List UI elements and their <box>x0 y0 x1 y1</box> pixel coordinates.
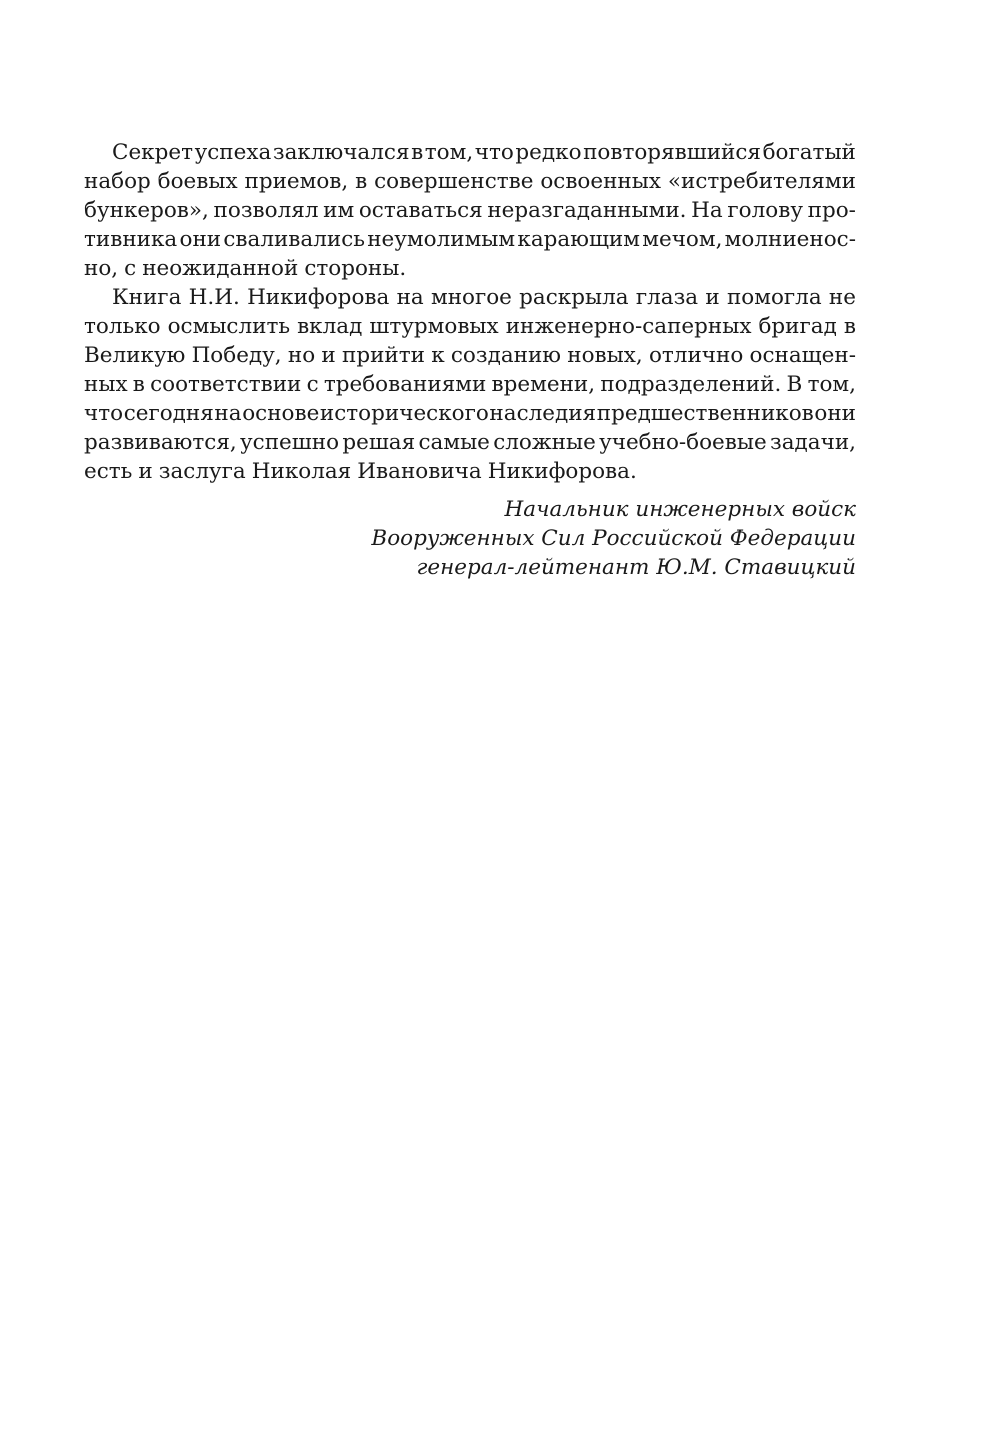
word: самые <box>418 430 490 455</box>
signature-block <box>84 495 856 582</box>
word: ных <box>84 372 128 397</box>
word: повторявшийся <box>583 140 761 165</box>
signature-rank-name: генерал-лейтенант Ю.М. Ставицкий <box>416 555 856 580</box>
word: и <box>705 285 720 310</box>
word: набор <box>84 169 151 194</box>
word: На <box>691 198 723 223</box>
word: вклад <box>297 314 363 339</box>
word: Николая <box>251 459 352 484</box>
word: подразделений. <box>600 372 782 397</box>
word: В <box>786 372 803 397</box>
word: Книга <box>112 285 182 310</box>
word: что <box>474 140 514 165</box>
word: молниенос- <box>724 227 856 252</box>
word: в <box>843 314 856 339</box>
word: успешно <box>240 430 340 455</box>
word: том, <box>807 372 856 397</box>
word: редко <box>515 140 582 165</box>
word: и <box>321 343 336 368</box>
word: им <box>323 198 355 223</box>
signature-position: Начальник инженерных войск <box>504 497 856 522</box>
word: неразгаданными. <box>487 198 687 223</box>
word: развиваются, <box>84 430 237 455</box>
word: Секрет <box>112 140 193 165</box>
word: оснащен- <box>749 343 856 368</box>
word: мечом, <box>642 227 723 252</box>
signature-organization: Вооруженных Сил Российской Федерации <box>371 526 856 551</box>
word: штурмовых <box>369 314 499 339</box>
word: «истребителями <box>667 169 856 194</box>
word: Н.И. <box>188 285 240 310</box>
word: помогла <box>726 285 822 310</box>
word: про- <box>807 198 856 223</box>
word: учебно-боевые <box>599 430 767 455</box>
word: Победу, <box>191 343 282 368</box>
word: в <box>355 169 368 194</box>
paragraph-line <box>84 283 856 312</box>
word: в <box>132 372 145 397</box>
word: задачи, <box>770 430 856 455</box>
word: на <box>396 285 424 310</box>
word: основе <box>242 401 320 426</box>
word: соответствии <box>150 372 302 397</box>
paragraph-line <box>84 312 856 341</box>
word: бункеров», <box>84 198 209 223</box>
word: с <box>124 256 137 281</box>
word: глаза <box>635 285 699 310</box>
word: приемов, <box>244 169 349 194</box>
word: успеха <box>194 140 272 165</box>
word: они <box>179 227 222 252</box>
word: Никифорова <box>247 285 390 310</box>
paragraph-line <box>84 399 856 428</box>
body-text <box>84 138 856 486</box>
word: богатый <box>762 140 856 165</box>
word: времени, <box>491 372 596 397</box>
paragraph-line <box>84 167 856 196</box>
word: но <box>287 343 316 368</box>
word: заслуга <box>158 459 246 484</box>
word: неумолимым <box>367 227 516 252</box>
word: требованиями <box>323 372 487 397</box>
paragraph-1 <box>84 138 856 283</box>
word: они <box>814 401 856 426</box>
word: только <box>84 314 161 339</box>
word: позволял <box>213 198 319 223</box>
word: осмыслить <box>167 314 291 339</box>
word: том, <box>424 140 474 165</box>
word: совершенстве <box>374 169 534 194</box>
paragraph-line <box>84 196 856 225</box>
word: Никифорова. <box>487 459 637 484</box>
word: прийти <box>341 343 425 368</box>
word: Великую <box>84 343 186 368</box>
word: созданию <box>450 343 562 368</box>
word: неожиданной <box>142 256 299 281</box>
paragraph-line <box>84 370 856 399</box>
word: голову <box>727 198 803 223</box>
word: оставаться <box>358 198 483 223</box>
word: стороны. <box>304 256 407 281</box>
word: есть <box>84 459 133 484</box>
word: что <box>84 401 124 426</box>
word: сваливались <box>223 227 365 252</box>
word: тивника <box>84 227 178 252</box>
word: к <box>431 343 445 368</box>
paragraph-line <box>84 138 856 167</box>
word: сложные <box>493 430 596 455</box>
paragraph-line <box>84 457 856 486</box>
word: инженерно-саперных <box>505 314 752 339</box>
word: отлично <box>648 343 744 368</box>
word: исторического <box>319 401 489 426</box>
word: с <box>306 372 319 397</box>
word: многое <box>430 285 512 310</box>
word: не <box>828 285 856 310</box>
word: в <box>411 140 424 165</box>
paragraph-2 <box>84 283 856 486</box>
word: предшественников <box>596 401 814 426</box>
word: раскрыла <box>519 285 629 310</box>
word: освоенных <box>540 169 661 194</box>
word: карающим <box>517 227 640 252</box>
word: наследия <box>489 401 597 426</box>
word: и <box>138 459 153 484</box>
word: новых, <box>567 343 643 368</box>
paragraph-line <box>84 254 856 283</box>
word: но, <box>84 256 119 281</box>
word: Ивановича <box>357 459 482 484</box>
paragraph-line <box>84 225 856 254</box>
paragraph-line <box>84 341 856 370</box>
word: боевых <box>157 169 238 194</box>
word: на <box>214 401 242 426</box>
word: бригад <box>758 314 837 339</box>
word: сегодня <box>123 401 214 426</box>
word: решая <box>342 430 416 455</box>
paragraph-line <box>84 428 856 457</box>
word: заключался <box>272 140 410 165</box>
